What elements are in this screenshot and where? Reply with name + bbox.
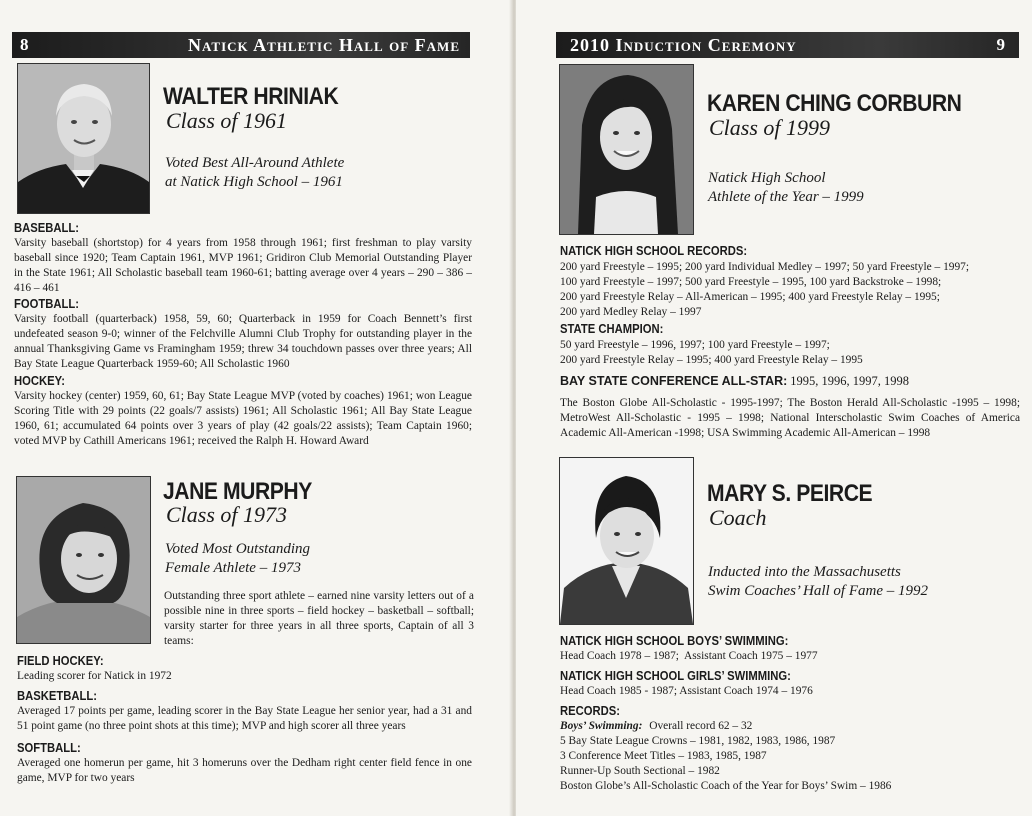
section-heading-baseball: BASEBALL: (14, 221, 79, 235)
section-line-records-2: 100 yard Freestyle – 1997; 500 yard Freestyle – 1995, 100 yard Backstroke – 1998; (560, 276, 942, 288)
page-number: 8 (20, 35, 29, 54)
section-heading-boys-swimming: NATICK HIGH SCHOOL BOYS’ SWIMMING: (560, 634, 789, 648)
jane-intro-text: Outstanding three sport athlete – earned nine varsity letters out of a possible nine in three sports – field hockey – basketball – softball; varsity starter for three years in all three sports, Captain of all 3 teams: (164, 590, 474, 647)
section-heading-state-champion: STATE CHAMPION: (560, 322, 664, 336)
records-line-2: 3 Conference Meet Titles – 1983, 1985, 1987 (560, 750, 767, 762)
quote-line-1-jane: Voted Most Outstanding (165, 541, 310, 557)
inductee-name-karen: KAREN CHING CORBURN (707, 90, 962, 117)
section-heading-nhs-records: NATICK HIGH SCHOOL RECORDS: (560, 244, 748, 258)
section-heading-girls-swimming: NATICK HIGH SCHOOL GIRLS’ SWIMMING: (560, 669, 791, 683)
quote-line-2-karen: Athlete of the Year – 1999 (708, 189, 864, 205)
quote-line-2-jane: Female Athlete – 1973 (165, 560, 301, 576)
allstar-years: 1995, 1996, 1997, 1998 (790, 374, 909, 388)
records-line-3: Runner-Up South Sectional – 1982 (560, 765, 720, 777)
section-heading-softball: SOFTBALL: (17, 741, 81, 755)
records-line-1: 5 Bay State League Crowns – 1981, 1982, 1983, 1986, 1987 (560, 735, 836, 747)
section-text-basketball: Averaged 17 points per game, leading scorer in the Bay State League her senior year, had a 31 and 51 point game (no three point shots at this time); MVP and high scorer all three years (17, 705, 472, 732)
inductee-class-jane: Class of 1973 (166, 502, 288, 527)
walter-hriniak-photo (17, 63, 150, 214)
records-label: Boys’ Swimming: (560, 720, 643, 732)
section-heading-hockey: HOCKEY: (14, 374, 66, 388)
section-line-records-1: 200 yard Freestyle – 1995; 200 yard Individual Medley – 1997; 50 yard Freestyle – 1997; (560, 261, 970, 273)
section-line-records-3: 200 yard Freestyle Relay – All-American – 1995; 400 yard Freestyle Relay – 1995; (560, 291, 940, 303)
section-heading-records: RECORDS: (560, 704, 621, 718)
section-text-hockey: Varsity hockey (center) 1959, 60, 61; Bay State League MVP (voted by coaches) 1961; won League Scoring Title with 29 points (22 goals/7 assists) 1961; All Scholastic 1961; All Bay State League 1960, 61; accumulated 64 points over 3 years of play (42 goals/22 assists); Team Captain 1960; voted MVP by Cathill Americans 1961; received the Ralph H. Howard Award (14, 390, 472, 447)
section-line-state-1: 50 yard Freestyle – 1996, 1997; 100 yard Freestyle – 1997; (560, 339, 830, 351)
mary-peirce-photo (559, 457, 694, 625)
quote-line-1-karen: Natick High School (708, 170, 826, 186)
inductee-name-walter: WALTER HRINIAK (163, 83, 339, 110)
inductee-class-karen: Class of 1999 (709, 115, 831, 140)
band-title: 2010 Induction Ceremony (570, 34, 797, 55)
section-line-state-2: 200 yard Freestyle Relay – 1995; 400 yard Freestyle Relay – 1995 (560, 354, 863, 366)
section-heading-basketball: BASKETBALL: (17, 689, 98, 703)
quote-line-2-walter: at Natick High School – 1961 (165, 174, 343, 190)
page-number: 9 (996, 35, 1005, 54)
records-line-4: Boston Globe’s All-Scholastic Coach of the Year for Boys’ Swim – 1986 (560, 780, 892, 792)
karen-closing-text: The Boston Globe All-Scholastic - 1995-1997; The Boston Herald All-Scholastic -1995 – 1998; MetroWest All-Scholastic - 1995 – 1998; National Interscholastic Swim Coaches of America Academic All-American -1998; USA Swimming Academic All-American – 1998 (560, 397, 1020, 439)
section-line-girls-swimming: Head Coach 1985 - 1987; Assistant Coach 1974 – 1976 (560, 685, 813, 697)
inductee-name-mary: MARY S. PEIRCE (707, 480, 873, 507)
section-text-baseball: Varsity baseball (shortstop) for 4 years from 1958 through 1961; first freshman to play varsity baseball since 1920; Team Captain 1961, MVP 1961; Gridiron Club Memorial Outstanding Player in the State 1961; All Scholastic baseball team 1960-61; batting average over 4 years – 290 – 386 – 416 – 461 (14, 237, 472, 294)
section-text-football: Varsity football (quarterback) 1958, 59, 60; Quarterback in 1959 for Coach Bennett’s first undefeated season 9-0; winner of the Felchville Alumni Club Trophy for outstanding player in the annual Thanksgiving Game vs Framingham 1959; threw 34 touchdown passes over three years; All Bay State League Quarterback 1959-60; All Scholastic 1960 (14, 313, 472, 370)
portrait-image (17, 477, 150, 643)
section-text-softball: Averaged one homerun per game, hit 3 homeruns over the Dedham right center field fence in one game, MVP for two years (17, 757, 472, 784)
left-header-band (12, 32, 470, 58)
right-header-band (556, 32, 1019, 58)
portrait-image (560, 65, 693, 234)
inductee-class-mary: Coach (709, 505, 767, 530)
section-text-field-hockey: Leading scorer for Natick in 1972 (17, 670, 172, 682)
right-page (516, 0, 1032, 816)
section-line-boys-swimming: Head Coach 1978 – 1987; Assistant Coach 1975 – 1977 (560, 650, 818, 662)
jane-murphy-photo (16, 476, 151, 644)
karen-corburn-photo (559, 64, 694, 235)
section-heading-bay-state-all-star: BAY STATE CONFERENCE ALL-STAR: (560, 374, 788, 388)
inductee-class-walter: Class of 1961 (166, 108, 288, 133)
allstar-line (560, 374, 909, 390)
records-first: Overall record 62 – 32 (649, 720, 753, 732)
quote-line-1-walter: Voted Best All-Around Athlete (165, 155, 345, 171)
quote-line-1-mary: Inducted into the Massachusetts (708, 564, 901, 580)
records-first-line (560, 719, 752, 734)
inductee-name-jane: JANE MURPHY (163, 478, 312, 505)
section-line-records-4: 200 yard Medley Relay – 1997 (560, 306, 702, 318)
portrait-image (18, 64, 149, 213)
quote-line-2-mary: Swim Coaches’ Hall of Fame – 1992 (708, 583, 928, 599)
section-heading-football: FOOTBALL: (14, 297, 79, 311)
section-heading-field-hockey: FIELD HOCKEY: (17, 654, 104, 668)
band-title: Natick Athletic Hall of Fame (187, 34, 460, 55)
left-page (0, 0, 512, 816)
portrait-image (560, 458, 693, 624)
